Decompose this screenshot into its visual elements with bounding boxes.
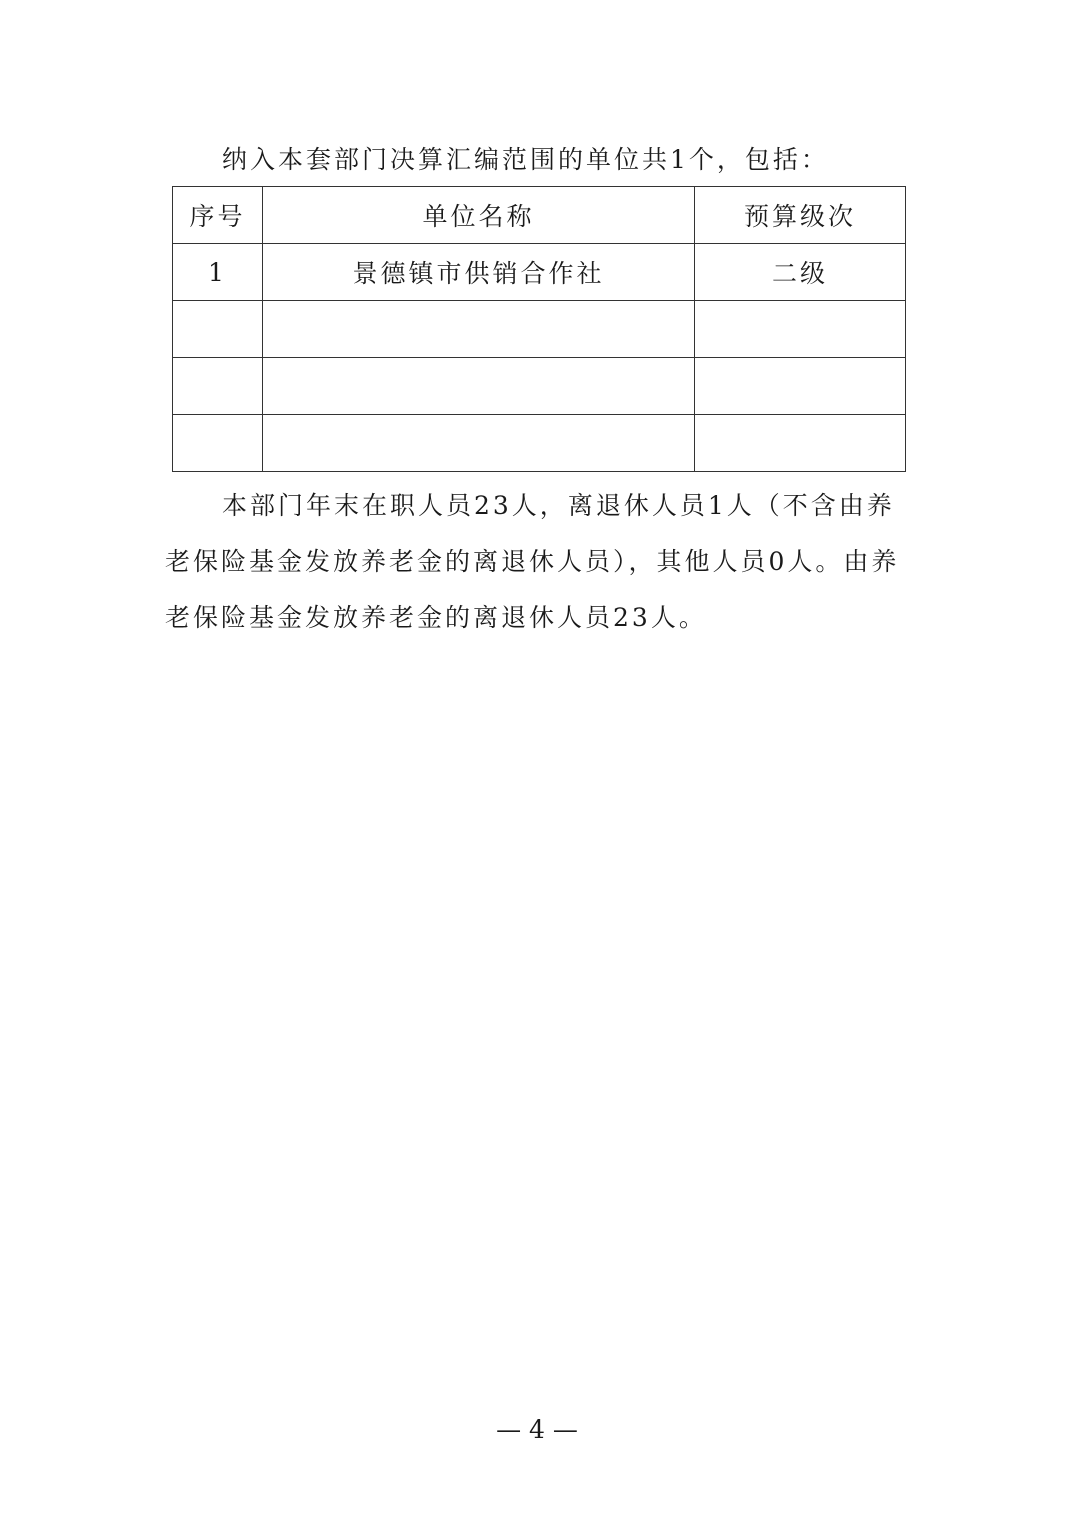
cell-unit-name xyxy=(263,301,695,358)
cell-serial xyxy=(173,415,263,472)
table-row xyxy=(173,244,906,301)
unit-table xyxy=(172,186,906,472)
cell-serial xyxy=(173,358,263,415)
cell-budget-level xyxy=(695,301,906,358)
staff-line-2: 养老保险基金发放养老金的离退休人员），其他人员0人。 xyxy=(165,491,895,576)
cell-serial: 1 xyxy=(173,244,263,301)
header-unit-name: 单位名称 xyxy=(263,187,695,244)
staff-line-1: 本部门年末在职人员23人，离退休人员1人（不含由 xyxy=(222,491,867,520)
cell-unit-name xyxy=(263,358,695,415)
staff-line-3: 由养老保险基金发放养老金的离退休人员23人。 xyxy=(165,547,900,632)
cell-unit-name: 景德镇市供销合作社 xyxy=(263,244,695,301)
table-row xyxy=(173,301,906,358)
table-row xyxy=(173,358,906,415)
table-header-row xyxy=(173,187,906,244)
header-serial: 序号 xyxy=(173,187,263,244)
table-row xyxy=(173,415,906,472)
cell-budget-level xyxy=(695,358,906,415)
cell-budget-level xyxy=(695,415,906,472)
staff-paragraph xyxy=(165,478,910,646)
intro-text: 纳入本套部门决算汇编范围的单位共1个，包括： xyxy=(222,145,829,174)
header-budget-level: 预算级次 xyxy=(695,187,906,244)
page-number: — 4 — xyxy=(496,1415,578,1444)
cell-unit-name xyxy=(263,415,695,472)
cell-budget-level: 二级 xyxy=(695,244,906,301)
cell-serial xyxy=(173,301,263,358)
